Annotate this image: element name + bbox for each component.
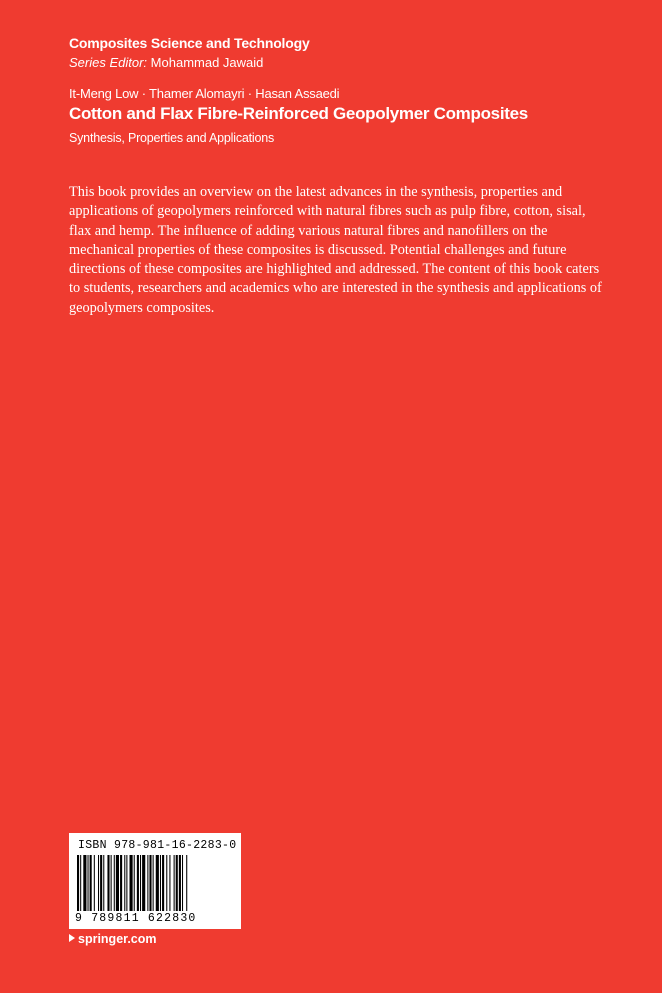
book-subtitle: Synthesis, Properties and Applications bbox=[69, 131, 275, 145]
isbn-text: ISBN 978-981-16-2283-0 bbox=[78, 839, 237, 852]
barcode-bar bbox=[98, 855, 99, 911]
barcode-bar bbox=[94, 855, 95, 911]
barcode-bar bbox=[142, 855, 145, 911]
barcode-bar bbox=[114, 855, 115, 911]
barcode-bar bbox=[149, 855, 151, 911]
barcode-bar bbox=[176, 855, 178, 911]
barcode-bar bbox=[186, 855, 187, 911]
book-authors: It-Meng Low · Thamer Alomayri · Hasan Assaedi bbox=[69, 86, 340, 101]
barcode-bar bbox=[130, 855, 133, 911]
barcode-bar bbox=[107, 855, 109, 911]
barcode-bar bbox=[88, 855, 89, 911]
barcode-bar bbox=[116, 855, 119, 911]
barcode-bar bbox=[83, 855, 86, 911]
arrow-icon bbox=[69, 934, 75, 942]
series-editor-label: Series Editor: bbox=[69, 55, 148, 70]
barcode-bar bbox=[153, 855, 154, 911]
barcode-bar bbox=[124, 855, 125, 911]
barcode-bar bbox=[174, 855, 175, 911]
barcode-bar bbox=[156, 855, 159, 911]
barcode-bar bbox=[162, 855, 164, 911]
series-editor-name: Mohammad Jawaid bbox=[150, 55, 264, 70]
barcode-bar bbox=[160, 855, 161, 911]
series-title: Composites Science and Technology bbox=[69, 35, 310, 51]
barcode-label bbox=[69, 833, 241, 929]
publisher-link[interactable] bbox=[69, 932, 157, 946]
barcode bbox=[75, 855, 235, 911]
barcode-bar bbox=[137, 855, 139, 911]
barcode-digits: 9 789811 622830 bbox=[75, 912, 197, 925]
barcode-bar bbox=[120, 855, 122, 911]
barcode-bar bbox=[134, 855, 135, 911]
barcode-bar bbox=[103, 855, 104, 911]
barcode-bar bbox=[169, 855, 170, 911]
publisher-website: springer.com bbox=[78, 932, 157, 946]
barcode-bar bbox=[166, 855, 167, 911]
barcode-bar bbox=[140, 855, 141, 911]
barcode-bar bbox=[77, 855, 79, 911]
barcode-bar bbox=[182, 855, 183, 911]
book-title: Cotton and Flax Fibre-Reinforced Geopolymer Composites bbox=[69, 104, 528, 123]
barcode-bar bbox=[147, 855, 148, 911]
barcode-bar bbox=[80, 855, 81, 911]
barcode-bar bbox=[126, 855, 127, 911]
barcode-bar bbox=[111, 855, 112, 911]
barcode-bar bbox=[100, 855, 102, 911]
barcode-bar bbox=[179, 855, 181, 911]
barcode-bar bbox=[90, 855, 92, 911]
series-editor bbox=[69, 55, 263, 70]
book-description: This book provides an overview on the latest advances in the synthesis, properties and applications of geopolymers reinforced with natural fibres such as pulp fibre, cotton, sisal, flax and hemp. The influence of adding various natural fibres and nanofillers on the mechanical properties of these composites is discussed. Potential challenges and future directions of these composites are highlighted and addressed. The content of this book caters to students, researchers and academics who are interested in the synthesis and applications of geopolymers composites. bbox=[69, 184, 602, 316]
